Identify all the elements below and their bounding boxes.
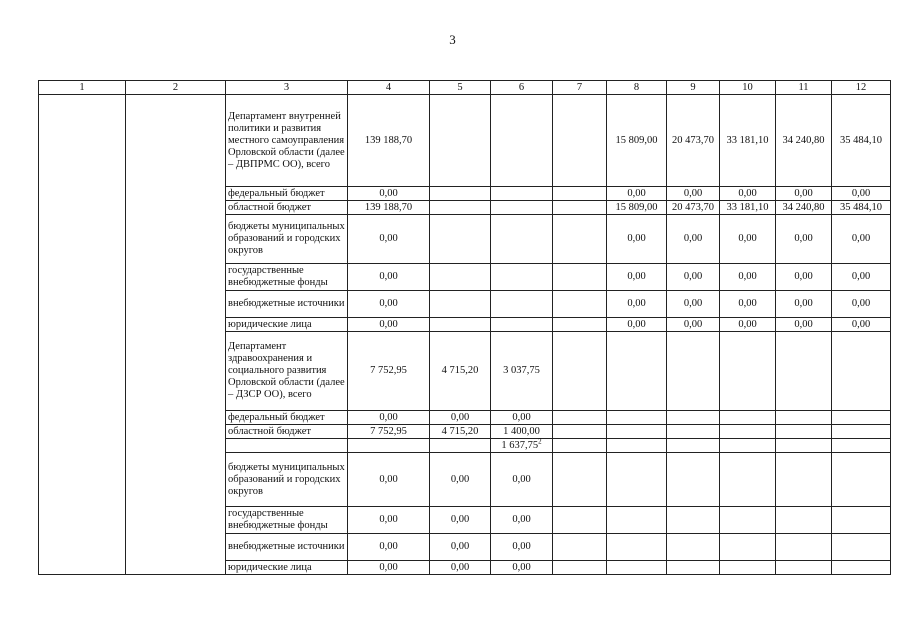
cell-c8 xyxy=(607,453,667,507)
cell-value: 0,00 xyxy=(794,298,813,309)
cell-c6 xyxy=(491,318,553,332)
cell-value: 139 188,70 xyxy=(364,134,413,146)
cell-c7 xyxy=(553,291,607,318)
cell-c9 xyxy=(667,95,720,187)
cell-c12 xyxy=(832,291,891,318)
cell-c6 xyxy=(491,264,553,291)
cell-c8 xyxy=(607,439,667,453)
cell-value: 0,00 xyxy=(794,233,813,244)
cell-c7 xyxy=(553,215,607,264)
cell-c12 xyxy=(832,534,891,561)
cell-c11 xyxy=(776,425,832,439)
page-number: 3 xyxy=(449,32,456,47)
cell-c5 xyxy=(430,332,491,411)
cell-c7 xyxy=(553,264,607,291)
cell-c5 xyxy=(430,264,491,291)
cell-value: 34 240,80 xyxy=(782,134,825,146)
cell-c7 xyxy=(553,187,607,201)
cell-value: 0,00 xyxy=(738,298,757,309)
cell-c11 xyxy=(776,561,832,575)
cell-c11 xyxy=(776,439,832,453)
cell-c4 xyxy=(348,95,430,187)
cell-value: 0,00 xyxy=(450,411,470,423)
cell-c11 xyxy=(776,411,832,425)
cell-c12 xyxy=(832,264,891,291)
cell-value: 0,00 xyxy=(379,514,398,525)
cell-c7 xyxy=(553,439,607,453)
cell-c6 xyxy=(491,187,553,201)
cell-c12 xyxy=(832,187,891,201)
cell-value: 0,00 xyxy=(379,541,398,552)
cell-c5 xyxy=(430,453,491,507)
cell-value: 0,00 xyxy=(683,318,703,330)
cell-value: 0,00 xyxy=(794,187,813,199)
cell-value: 0,00 xyxy=(738,233,757,244)
cell-c9 xyxy=(667,411,720,425)
cell-c5 xyxy=(430,534,491,561)
cell-c6 xyxy=(491,95,553,187)
cell-c6 xyxy=(491,411,553,425)
cell-c8 xyxy=(607,332,667,411)
cell-c10 xyxy=(720,264,776,291)
row-label: внебюджетные источники xyxy=(226,291,348,318)
cell-value: 0,00 xyxy=(450,561,470,573)
cell-value: 4 715,20 xyxy=(441,365,479,376)
cell-c11 xyxy=(776,187,832,201)
cell-value: 139 188,70 xyxy=(364,201,413,213)
cell-c8 xyxy=(607,534,667,561)
table-row xyxy=(39,95,891,187)
cell-c9 xyxy=(667,201,720,215)
cell-c12 xyxy=(832,411,891,425)
cell-c12 xyxy=(832,507,891,534)
cell-c8 xyxy=(607,291,667,318)
cell-c9 xyxy=(667,534,720,561)
cell-value: 20 473,70 xyxy=(672,134,714,146)
cell-c8 xyxy=(607,425,667,439)
cell-c6 xyxy=(491,439,553,453)
cell-value: 0,00 xyxy=(379,298,398,309)
cell-c4 xyxy=(348,332,430,411)
cell-value: 0,00 xyxy=(379,561,398,573)
cell-c9 xyxy=(667,507,720,534)
cell-value: 0,00 xyxy=(851,298,871,309)
cell-c10 xyxy=(720,453,776,507)
cell-c10 xyxy=(720,95,776,187)
cell-value: 0,00 xyxy=(683,187,703,199)
cell-c10 xyxy=(720,411,776,425)
column-header: 7 xyxy=(553,81,607,95)
cell-value: 0,00 xyxy=(738,271,757,282)
cell-c9 xyxy=(667,187,720,201)
cell-c5 xyxy=(430,561,491,575)
cell-c8 xyxy=(607,507,667,534)
cell-value: 0,00 xyxy=(512,411,531,423)
cell-value: 0,00 xyxy=(379,271,398,282)
cell-c9 xyxy=(667,318,720,332)
cell-value: 7 752,95 xyxy=(370,365,407,376)
cell-value: 0,00 xyxy=(627,233,646,244)
cell-c12 xyxy=(832,453,891,507)
cell-c9 xyxy=(667,332,720,411)
cell-value: 7 752,95 xyxy=(370,425,407,437)
cell-value: 33 181,10 xyxy=(726,134,769,146)
cell-c4 xyxy=(348,534,430,561)
cell-c7 xyxy=(553,425,607,439)
cell-c7 xyxy=(553,332,607,411)
cell-c5 xyxy=(430,411,491,425)
cell-c6 xyxy=(491,332,553,411)
cell-c8 xyxy=(607,561,667,575)
cell-value: 0,00 xyxy=(627,271,646,282)
row-label: государственные внебюджетные фонды xyxy=(226,507,348,534)
column-header-row xyxy=(39,81,891,95)
cell-c5 xyxy=(430,318,491,332)
cell-c7 xyxy=(553,561,607,575)
cell-value: 0,00 xyxy=(512,514,531,525)
cell-c6 xyxy=(491,507,553,534)
cell-c8 xyxy=(607,318,667,332)
row-label: Департамент здравоохранения и социального развития Орловской области (далее – ДЗСР ОО), всего xyxy=(226,332,348,411)
cell-c11 xyxy=(776,534,832,561)
cell-value: 0,00 xyxy=(738,318,757,330)
cell-c4 xyxy=(348,411,430,425)
row-label: юридические лица xyxy=(226,561,348,575)
cell-value: 0,00 xyxy=(794,318,813,330)
column-header: 10 xyxy=(720,81,776,95)
row-label: юридические лица xyxy=(226,318,348,332)
cell-c10 xyxy=(720,507,776,534)
cell-c10 xyxy=(720,187,776,201)
cell-c12 xyxy=(832,332,891,411)
cell-value: 1 400,00 xyxy=(503,425,540,437)
column-header: 8 xyxy=(607,81,667,95)
cell-c4 xyxy=(348,425,430,439)
cell-value: 35 484,10 xyxy=(840,201,882,213)
cell-c11 xyxy=(776,291,832,318)
cell-c4 xyxy=(348,439,430,453)
cell-c7 xyxy=(553,318,607,332)
column-header: 6 xyxy=(491,81,553,95)
column-header: 1 xyxy=(39,81,126,95)
cell-c12 xyxy=(832,95,891,187)
cell-c12 xyxy=(832,425,891,439)
column-header: 11 xyxy=(776,81,832,95)
cell-c10 xyxy=(720,439,776,453)
cell-c12 xyxy=(832,215,891,264)
cell-c6 xyxy=(491,425,553,439)
cell-c11 xyxy=(776,318,832,332)
cell-value: 15 809,00 xyxy=(615,134,658,146)
cell-c4 xyxy=(348,215,430,264)
cell-value: 0,00 xyxy=(627,187,646,199)
cell-c11 xyxy=(776,215,832,264)
cell-value: 0,00 xyxy=(379,411,398,423)
cell-c9 xyxy=(667,439,720,453)
cell-c12 xyxy=(832,318,891,332)
row-label: бюджеты муниципальных образований и городских округов xyxy=(226,215,348,264)
cell-c10 xyxy=(720,425,776,439)
cell-c10 xyxy=(720,201,776,215)
cell-value: 0,00 xyxy=(683,233,703,244)
cell-value: 0,00 xyxy=(683,298,703,309)
cell-c8 xyxy=(607,215,667,264)
program-column-1 xyxy=(39,95,126,575)
cell-c4 xyxy=(348,318,430,332)
cell-value: 35 484,10 xyxy=(840,134,882,146)
cell-c6 xyxy=(491,291,553,318)
cell-value: 0,00 xyxy=(512,541,531,552)
cell-c4 xyxy=(348,264,430,291)
cell-c9 xyxy=(667,291,720,318)
cell-value: 34 240,80 xyxy=(782,201,825,213)
cell-value: 1 637,75 xyxy=(501,439,539,451)
cell-c11 xyxy=(776,201,832,215)
footnote-mark: 2 xyxy=(538,437,542,445)
column-header: 9 xyxy=(667,81,720,95)
cell-c8 xyxy=(607,264,667,291)
cell-c10 xyxy=(720,291,776,318)
cell-c11 xyxy=(776,332,832,411)
row-label: внебюджетные источники xyxy=(226,534,348,561)
cell-c11 xyxy=(776,264,832,291)
program-column-2 xyxy=(126,95,226,575)
cell-c11 xyxy=(776,95,832,187)
cell-value: 0,00 xyxy=(851,187,871,199)
cell-value: 0,00 xyxy=(379,318,398,330)
cell-value: 0,00 xyxy=(450,514,470,525)
cell-value: 20 473,70 xyxy=(672,201,714,213)
budget-table xyxy=(38,80,891,575)
cell-value: 15 809,00 xyxy=(615,201,658,213)
cell-value: 0,00 xyxy=(627,318,646,330)
column-header: 5 xyxy=(430,81,491,95)
cell-c7 xyxy=(553,534,607,561)
cell-c5 xyxy=(430,95,491,187)
cell-value: 0,00 xyxy=(851,233,871,244)
cell-c10 xyxy=(720,561,776,575)
cell-c4 xyxy=(348,291,430,318)
cell-value: 0,00 xyxy=(738,187,757,199)
column-header: 2 xyxy=(126,81,226,95)
cell-c6 xyxy=(491,561,553,575)
row-label xyxy=(226,439,348,453)
cell-value: 0,00 xyxy=(379,187,398,199)
cell-c9 xyxy=(667,453,720,507)
cell-c7 xyxy=(553,411,607,425)
cell-c4 xyxy=(348,201,430,215)
cell-c12 xyxy=(832,439,891,453)
row-label: Департамент внутренней политики и развития местного самоуправления Орловской области (далее – ДВПРМС ОО), всего xyxy=(226,95,348,187)
cell-c10 xyxy=(720,215,776,264)
row-label: федеральный бюджет xyxy=(226,411,348,425)
cell-c6 xyxy=(491,453,553,507)
cell-c6 xyxy=(491,534,553,561)
cell-c8 xyxy=(607,95,667,187)
cell-value: 0,00 xyxy=(851,271,871,282)
cell-c5 xyxy=(430,425,491,439)
cell-value: 4 715,20 xyxy=(441,425,479,437)
cell-c5 xyxy=(430,291,491,318)
cell-c7 xyxy=(553,201,607,215)
cell-value: 0,00 xyxy=(450,541,470,552)
row-label: федеральный бюджет xyxy=(226,187,348,201)
cell-c11 xyxy=(776,507,832,534)
cell-value: 0,00 xyxy=(512,473,531,485)
cell-c6 xyxy=(491,201,553,215)
cell-c5 xyxy=(430,439,491,453)
cell-c12 xyxy=(832,561,891,575)
cell-c6 xyxy=(491,215,553,264)
cell-value: 0,00 xyxy=(794,271,813,282)
cell-c5 xyxy=(430,187,491,201)
cell-c8 xyxy=(607,187,667,201)
cell-c4 xyxy=(348,507,430,534)
cell-c4 xyxy=(348,187,430,201)
cell-value: 0,00 xyxy=(683,271,703,282)
cell-c10 xyxy=(720,318,776,332)
cell-value: 0,00 xyxy=(450,473,470,485)
cell-c9 xyxy=(667,264,720,291)
cell-c4 xyxy=(348,561,430,575)
cell-value: 0,00 xyxy=(851,318,871,330)
cell-c9 xyxy=(667,215,720,264)
row-label: государственные внебюджетные фонды xyxy=(226,264,348,291)
cell-c10 xyxy=(720,534,776,561)
cell-c12 xyxy=(832,201,891,215)
column-header: 3 xyxy=(226,81,348,95)
cell-value: 0,00 xyxy=(512,561,531,573)
cell-c5 xyxy=(430,215,491,264)
cell-c7 xyxy=(553,507,607,534)
cell-c5 xyxy=(430,201,491,215)
cell-value: 33 181,10 xyxy=(726,201,769,213)
cell-c11 xyxy=(776,453,832,507)
cell-value: 3 037,75 xyxy=(503,365,540,376)
row-label: областной бюджет xyxy=(226,201,348,215)
cell-c8 xyxy=(607,411,667,425)
cell-c9 xyxy=(667,561,720,575)
cell-value: 0,00 xyxy=(379,473,398,485)
cell-value: 0,00 xyxy=(627,298,646,309)
cell-value: 0,00 xyxy=(379,233,398,244)
cell-c7 xyxy=(553,453,607,507)
cell-c7 xyxy=(553,95,607,187)
cell-c9 xyxy=(667,425,720,439)
column-header: 12 xyxy=(832,81,891,95)
cell-c5 xyxy=(430,507,491,534)
cell-c10 xyxy=(720,332,776,411)
cell-c4 xyxy=(348,453,430,507)
column-header: 4 xyxy=(348,81,430,95)
row-label: бюджеты муниципальных образований и городских округов xyxy=(226,453,348,507)
cell-c8 xyxy=(607,201,667,215)
row-label: областной бюджет xyxy=(226,425,348,439)
